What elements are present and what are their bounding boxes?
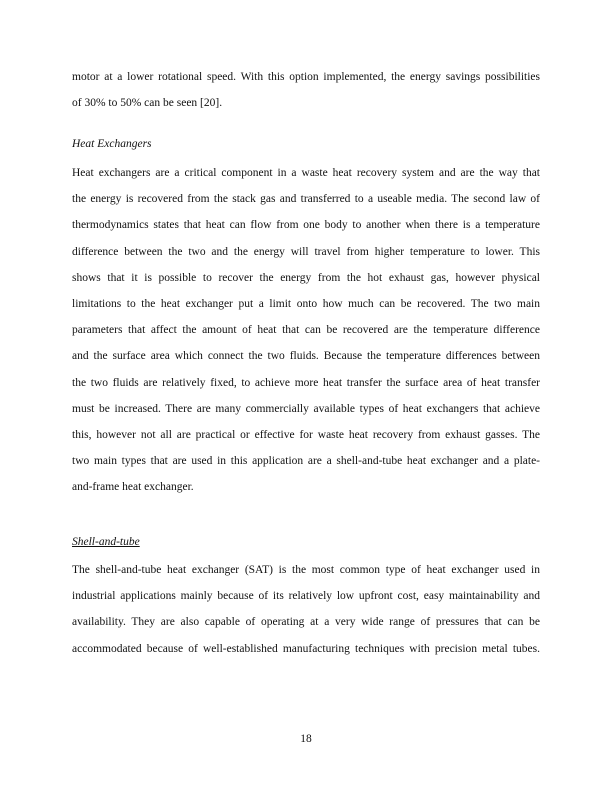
text-line: two main types that are used in this application are a shell-and-tube heat exchanger and a plate-: [72, 455, 540, 468]
text-line: must be increased. There are many commercially available types of heat exchangers that achieve: [72, 402, 540, 415]
text-line: the energy is recovered from the stack gas and transferred to a useable media. The second law of: [72, 193, 540, 206]
text-line: the two fluids are relatively fixed, to achieve more heat transfer the surface area of heat transfer: [72, 376, 540, 389]
text-line: industrial applications mainly because of its relatively low upfront cost, easy maintainability and: [72, 590, 540, 603]
text-line: this, however not all are practical or effective for waste heat recovery from exhaust gasses. The: [72, 428, 540, 441]
shell-and-tube-paragraph: [72, 557, 540, 662]
text-line: and the surface area which connect the two fluids. Because the temperature differences between: [72, 350, 540, 363]
heat-exchangers-paragraph: [72, 160, 540, 500]
section-heading-heat-exchangers: Heat Exchangers: [72, 138, 152, 150]
page-number: 18: [300, 733, 312, 745]
text-line: accommodated because of well-established manufacturing techniques with precision metal tubes.: [72, 642, 540, 655]
text-line: of 30% to 50% can be seen [20].: [72, 97, 223, 110]
text-line: parameters that affect the amount of heat that can be recovered are the temperature difference: [72, 324, 540, 337]
intro-paragraph: [72, 64, 540, 116]
text-line: thermodynamics states that heat can flow from one body to another when there is a temperature: [72, 219, 540, 232]
section-heading-shell-and-tube: Shell-and-tube: [72, 536, 140, 548]
text-line: shows that it is possible to recover the energy from the hot exhaust gas, however physical: [72, 271, 540, 284]
text-line: motor at a lower rotational speed. With this option implemented, the energy savings possibilities: [72, 71, 540, 83]
text-line: and-frame heat exchanger.: [72, 481, 194, 494]
text-line: The shell-and-tube heat exchanger (SAT) is the most common type of heat exchanger used in: [72, 564, 540, 576]
text-line: limitations to the heat exchanger put a limit onto how much can be recovered. The two main: [72, 297, 540, 310]
text-line: availability. They are also capable of operating at a very wide range of pressures that can be: [72, 616, 540, 629]
text-line: Heat exchangers are a critical component in a waste heat recovery system and are the way that: [72, 167, 540, 179]
text-line: difference between the two and the energy will travel from higher temperature to lower. This: [72, 245, 540, 258]
